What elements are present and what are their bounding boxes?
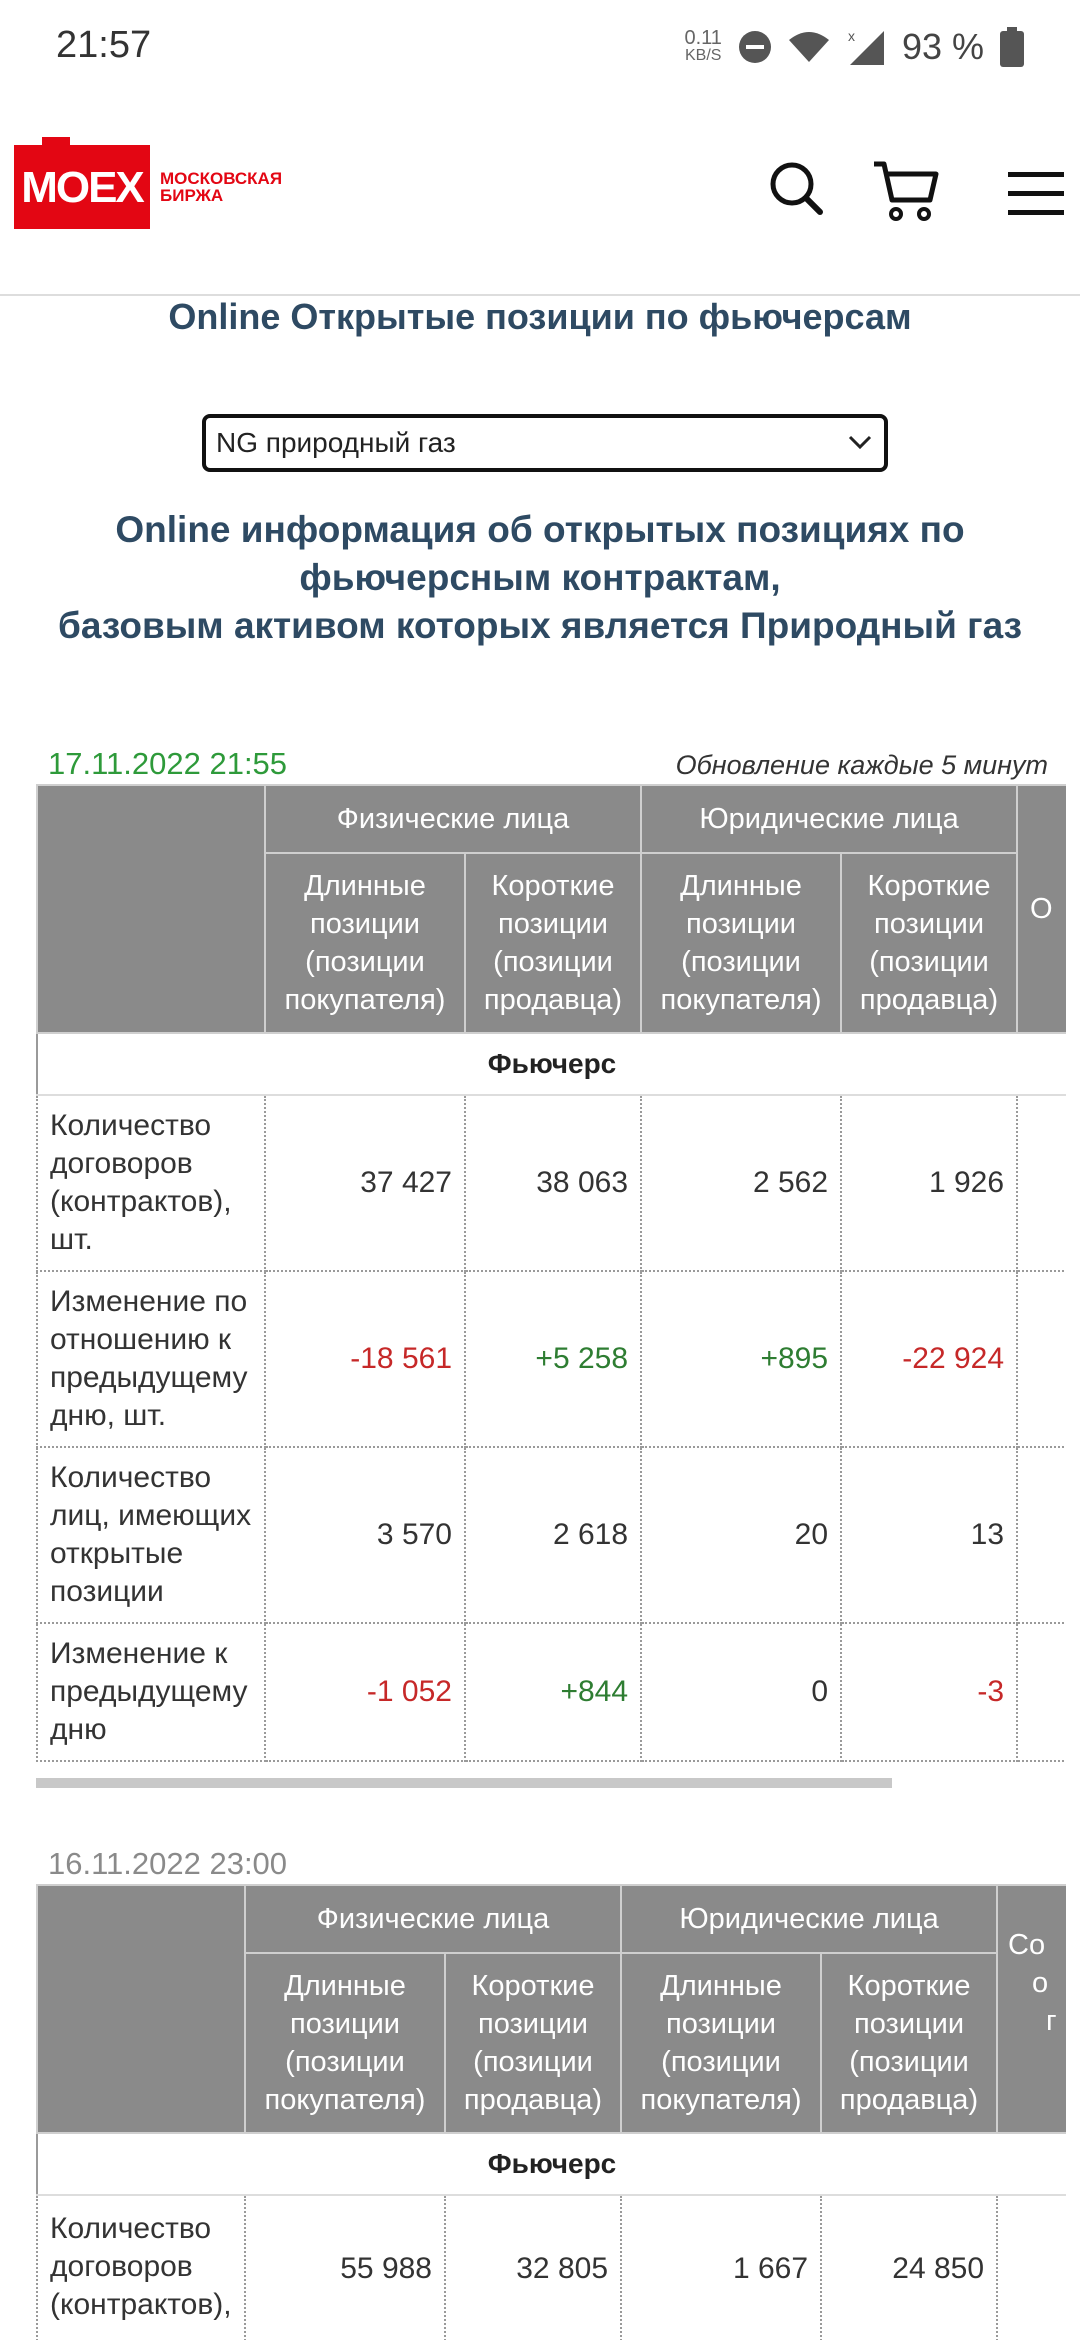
value-cell: 38 063 <box>465 1095 641 1271</box>
asset-select[interactable] <box>202 414 888 472</box>
value-cell: -22 924 <box>841 1271 1017 1447</box>
status-time: 21:57 <box>56 24 152 66</box>
logo-sub-line-1: МОСКОВСКАЯ <box>160 169 283 188</box>
cart-icon[interactable] <box>872 160 940 224</box>
snapshot-current <box>36 746 1066 1786</box>
value-cell: -1 052 <box>265 1623 465 1761</box>
logo-sub-line-2: БИРЖА <box>160 186 224 205</box>
value-cell: +895 <box>641 1271 841 1447</box>
value-cell: 3 570 <box>265 1447 465 1623</box>
table-row <box>37 2195 1066 2340</box>
row-label: Изменение к предыдущему дню <box>37 1623 265 1761</box>
long-header: Длинные позиции (позиции покупателя) <box>641 853 841 1033</box>
corner-cell <box>37 1885 245 2133</box>
short-header: Короткие позиции (позиции продавца) <box>445 1953 621 2133</box>
row-label: Изменение по отношению к предыдущему дню, шт. <box>37 1271 265 1447</box>
page-title: Online Открытые позиции по фьючерсам <box>168 296 912 337</box>
value-cell: 1 926 <box>841 1095 1017 1271</box>
signal-icon <box>846 27 886 67</box>
info-title <box>34 506 1046 650</box>
partial-cell <box>1017 1623 1066 1761</box>
partial-cell <box>997 2195 1066 2340</box>
table-row <box>37 1095 1066 1271</box>
snapshot-date: 17.11.2022 21:55 <box>48 746 288 781</box>
info-title-line-1: Online информация об открытых позициях по фьючерсным контрактам, <box>115 509 965 598</box>
table-row <box>37 1271 1066 1447</box>
value-cell: 20 <box>641 1447 841 1623</box>
positions-table <box>36 784 1066 1762</box>
row-label: Количество договоров (контрактов), шт. <box>37 1095 265 1271</box>
site-header <box>0 100 1080 296</box>
update-note: Обновление каждые 5 минут <box>675 750 1048 780</box>
value-cell: 32 805 <box>445 2195 621 2340</box>
table-row <box>37 1623 1066 1761</box>
phys-header: Физические лица <box>265 785 641 853</box>
partial-cell <box>1017 1447 1066 1623</box>
value-cell: +844 <box>465 1623 641 1761</box>
section-futures: Фьючерс <box>37 2133 1066 2195</box>
partial-header: О <box>1017 785 1066 1033</box>
logo-text: MOEX <box>21 163 143 212</box>
table-horizontal-scrollbar[interactable] <box>36 1778 892 1788</box>
partial-header: Со о г <box>997 1885 1066 2133</box>
value-cell: 13 <box>841 1447 1017 1623</box>
legal-header: Юридические лица <box>641 785 1017 853</box>
value-cell: -3 <box>841 1623 1017 1761</box>
network-speed-unit: KB/S <box>684 47 722 64</box>
info-title-line-2: базовым активом которых является Природный газ <box>58 605 1022 646</box>
value-cell: 24 850 <box>821 2195 997 2340</box>
value-cell: 0 <box>641 1623 841 1761</box>
partial-cell <box>1017 1271 1066 1447</box>
value-cell: -18 561 <box>265 1271 465 1447</box>
phys-header: Физические лица <box>245 1885 621 1953</box>
row-label: Количество договоров (контрактов), <box>37 2195 245 2340</box>
network-speed-value: 0.11 <box>684 27 722 49</box>
status-icons <box>684 26 1024 68</box>
corner-cell <box>37 785 265 1033</box>
battery-percent: 93 % <box>901 26 984 67</box>
value-cell: 2 618 <box>465 1447 641 1623</box>
chevron-down-icon <box>846 428 874 456</box>
value-cell: 1 667 <box>621 2195 821 2340</box>
logo-mark <box>14 145 150 229</box>
section-futures: Фьючерс <box>37 1033 1066 1095</box>
value-cell: 2 562 <box>641 1095 841 1271</box>
row-label: Количество лиц, имеющих открытые позиции <box>37 1447 265 1623</box>
search-icon[interactable] <box>768 160 824 216</box>
table-row <box>37 1447 1066 1623</box>
svg-text:x: x <box>847 28 855 44</box>
battery-icon <box>1000 27 1024 67</box>
short-header: Короткие позиции (позиции продавца) <box>821 1953 997 2133</box>
value-cell: 55 988 <box>245 2195 445 2340</box>
partial-cell <box>1017 1095 1066 1271</box>
short-header: Короткие позиции (позиции продавца) <box>841 853 1017 1033</box>
legal-header: Юридические лица <box>621 1885 997 1953</box>
wifi-icon <box>788 30 830 64</box>
value-cell: +5 258 <box>465 1271 641 1447</box>
snapshot-previous <box>36 1846 1066 2340</box>
long-header: Длинные позиции (позиции покупателя) <box>245 1953 445 2133</box>
value-cell: 37 427 <box>265 1095 465 1271</box>
menu-icon[interactable] <box>1008 172 1064 216</box>
asset-select-value: NG природный газ <box>216 427 456 458</box>
snapshot-date: 16.11.2022 23:00 <box>48 1846 288 1881</box>
network-speed <box>684 29 721 65</box>
long-header: Длинные позиции (позиции покупателя) <box>265 853 465 1033</box>
dnd-icon <box>738 30 772 64</box>
status-bar <box>0 0 1080 100</box>
logo-subtitle <box>160 170 282 204</box>
positions-table <box>36 1884 1066 2340</box>
long-header: Длинные позиции (позиции покупателя) <box>621 1953 821 2133</box>
short-header: Короткие позиции (позиции продавца) <box>465 853 641 1033</box>
page-content <box>14 296 1066 2340</box>
moex-logo[interactable] <box>14 145 282 229</box>
